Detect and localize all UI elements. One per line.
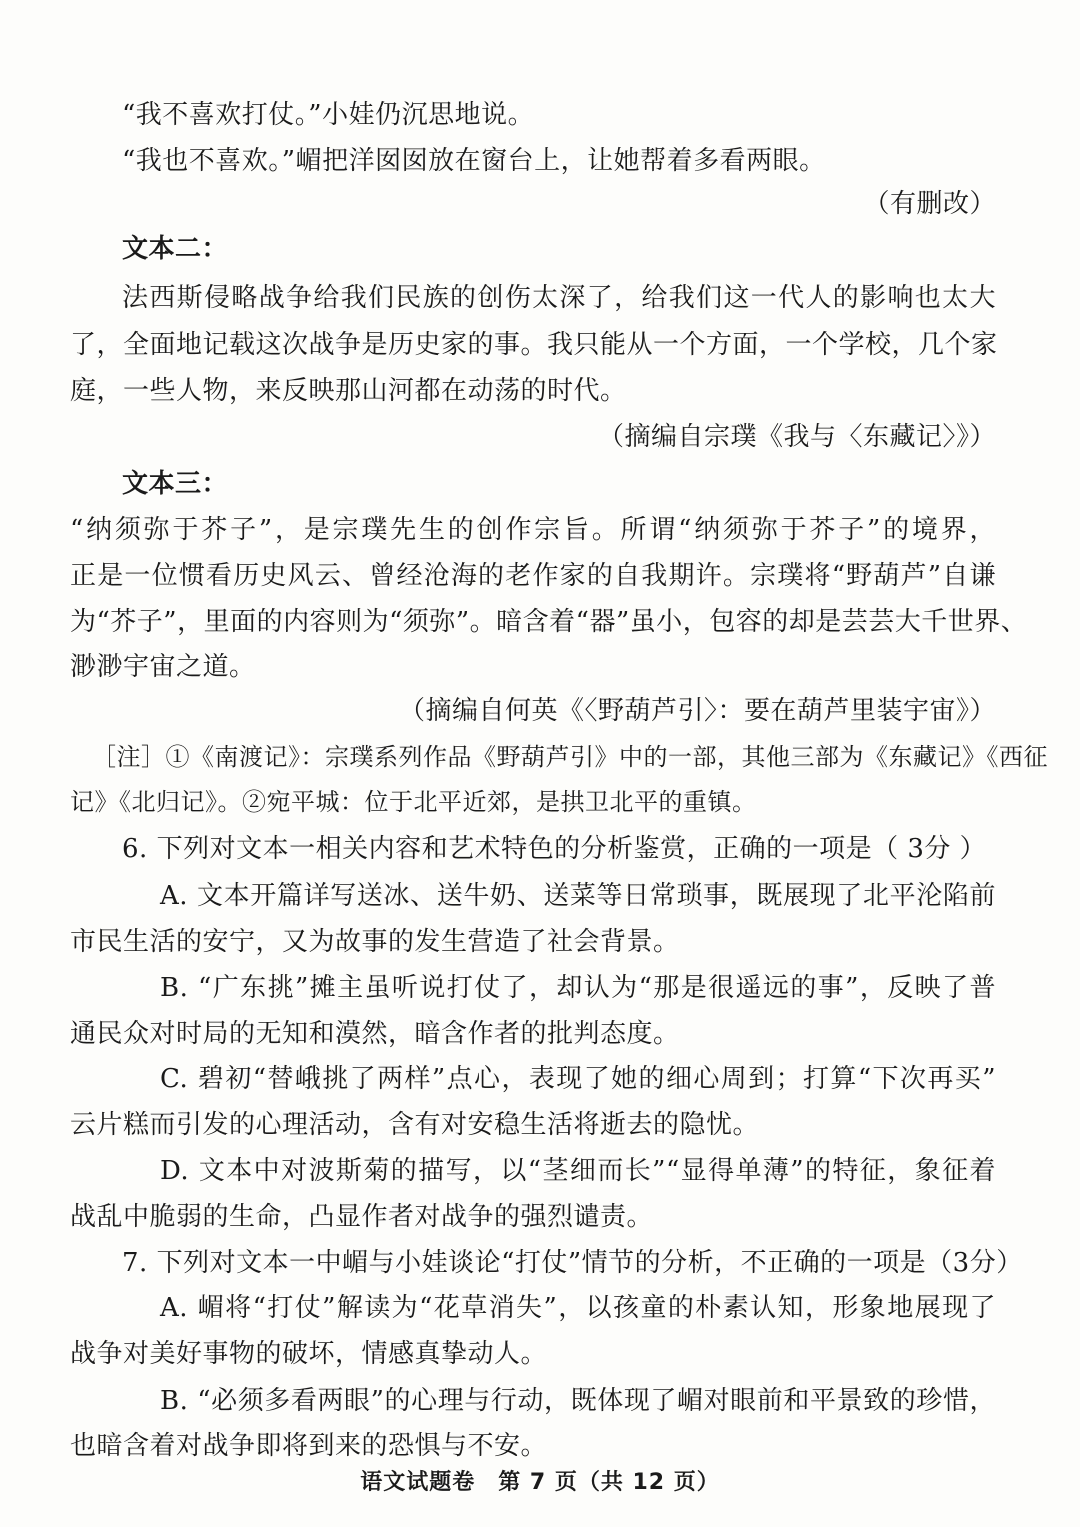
option-line: 也暗含着对战争即将到来的恐惧与不安。 <box>70 1431 548 1461</box>
question-stem: 7. 下列对文本一中嵋与小娃谈论“打仗”情节的分析，不正确的一项是（3分） <box>122 1248 1023 1278</box>
annotation-line: 记》《北归记》。②宛平城：位于北平近郊，是拱卫北平的重镇。 <box>70 788 757 816</box>
option-line: 战乱中脆弱的生命，凸显作者对战争的强烈谴责。 <box>70 1202 654 1232</box>
option-line: D. 文本中对波斯菊的描写，以“茎细而长”“显得单薄”的特征，象征着 <box>160 1156 996 1186</box>
option-line: B. “广东挑”摊主虽听说打仗了，却认为“那是很遥远的事”，反映了普 <box>160 973 996 1003</box>
option-line: B. “必须多看两眼”的心理与行动，既体现了嵋对眼前和平景致的珍惜， <box>160 1386 996 1416</box>
paragraph-line: 法西斯侵略战争给我们民族的创伤太深了，给我们这一代人的影响也太大 <box>122 283 996 313</box>
option-line: A. 文本开篇详写送冰、送牛奶、送菜等日常琐事，既展现了北平沦陷前 <box>160 881 996 911</box>
option-line: 通民众对时局的无知和漠然，暗含作者的批判态度。 <box>70 1019 680 1049</box>
page-footer: 语文试题卷 第 7 页（共 12 页） <box>360 1470 720 1495</box>
source-note: （摘编自何英《〈野葫芦引〉：要在葫芦里装宇宙》） <box>398 696 996 726</box>
dialogue-line: “我不喜欢打仗。”小娃仍沉思地说。 <box>122 100 535 130</box>
section-heading: 文本三： <box>122 469 229 499</box>
annotation-line: ［注］①《南渡记》：宗璞系列作品《野葫芦引》中的一部，其他三部为《东藏记》《西征 <box>92 743 1048 771</box>
option-line: 市民生活的安宁，又为故事的发生营造了社会背景。 <box>70 927 680 957</box>
paragraph-line: 了，全面地记载这次战争是历史家的事。我只能从一个方面，一个学校，几个家 <box>70 330 998 360</box>
section-heading: 文本二： <box>122 234 229 264</box>
source-note: （摘编自宗璞《我与〈东藏记〉》） <box>597 422 996 452</box>
option-line: A. 嵋将“打仗”解读为“花草消失”，以孩童的朴素认知，形象地展现了 <box>160 1293 996 1323</box>
paragraph-line: 正是一位惯看历史风云、曾经沧海的老作家的自我期许。宗璞将“野葫芦”自谦 <box>70 561 996 591</box>
source-note: （有删改） <box>863 189 996 219</box>
option-line: C. 碧初“替峨挑了两样”点心，表现了她的细心周到；打算“下次再买” <box>160 1064 996 1094</box>
paragraph-line: 为“芥子”，里面的内容则为“须弥”。暗含着“器”虽小，包容的却是芸芸大千世界、 <box>70 607 1028 637</box>
paragraph-line: 庭，一些人物，来反映那山河都在动荡的时代。 <box>70 376 627 406</box>
dialogue-line: “我也不喜欢。”嵋把洋囡囡放在窗台上，让她帮着多看两眼。 <box>122 146 826 176</box>
paragraph-line: 渺渺宇宙之道。 <box>70 652 256 682</box>
option-line: 战争对美好事物的破坏，情感真挚动人。 <box>70 1339 548 1369</box>
option-line: 云片糕而引发的心理活动，含有对安稳生活将逝去的隐忧。 <box>70 1110 760 1140</box>
paragraph-line: “纳须弥于芥子”，是宗璞先生的创作宗旨。所谓“纳须弥于芥子”的境界， <box>70 515 996 545</box>
question-stem: 6. 下列对文本一相关内容和艺术特色的分析鉴赏，正确的一项是（ 3分 ） <box>122 834 987 864</box>
